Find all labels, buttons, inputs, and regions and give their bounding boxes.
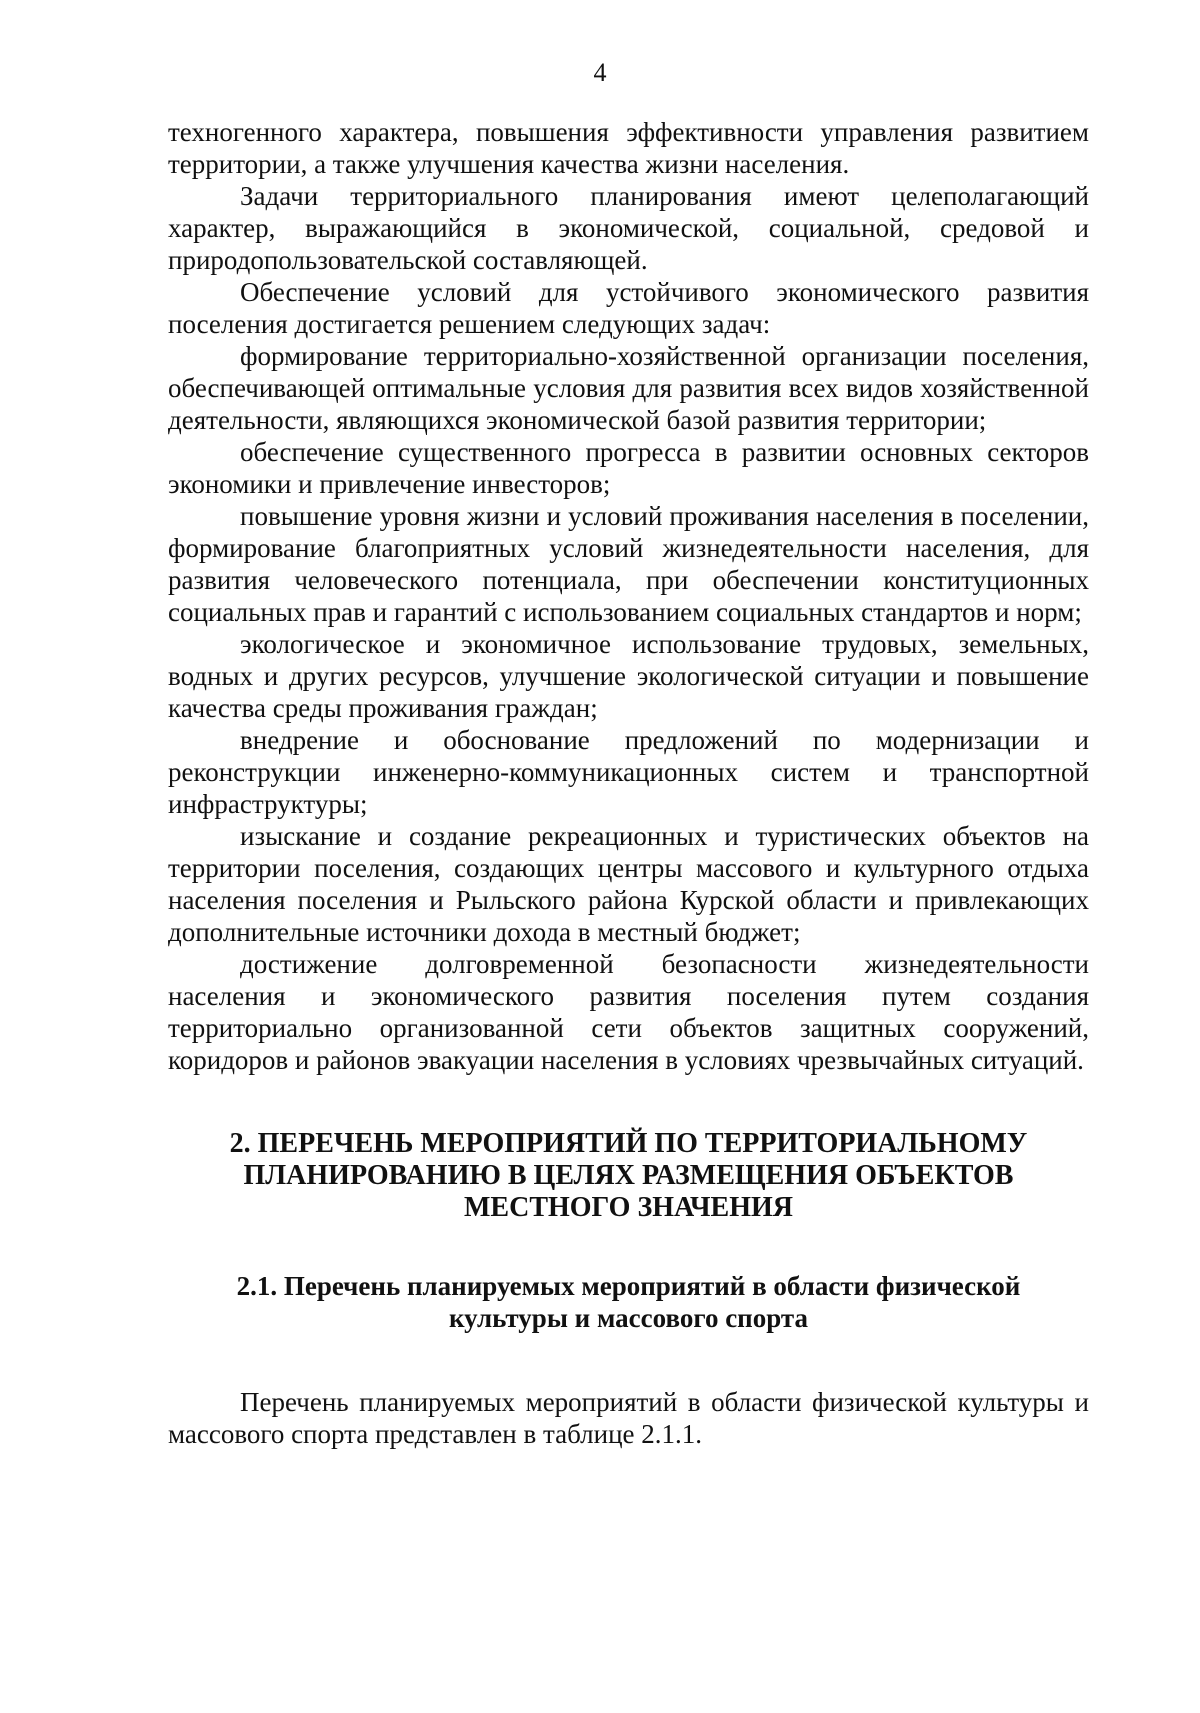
section-heading [168, 1128, 1089, 1224]
section-heading-line-1: 2. ПЕРЕЧЕНЬ МЕРОПРИЯТИЙ ПО ТЕРРИТОРИАЛЬНОМУ [229, 1128, 1028, 1159]
list-item-1: формирование территориально-хозяйственной организации поселения, обеспечивающей оптимальные условия для развития всех видов хозяйственной деятельности, являющихся экономической базой развития территории; [168, 341, 1089, 435]
document-body [168, 116, 1089, 1450]
paragraph-2: Обеспечение условий для устойчивого экономического развития поселения достигается решением следующих задач: [168, 277, 1089, 339]
subsection-heading [168, 1270, 1089, 1334]
section-heading-line-3: МЕСТНОГО ЗНАЧЕНИЯ [464, 1192, 793, 1223]
list-item-3: повышение уровня жизни и условий проживания населения в поселении, формирование благоприятных условий жизнедеятельности населения, для развития человеческого потенциала, при обеспечении конституционных социальных прав и гарантий с использованием социальных стандартов и норм; [168, 501, 1089, 627]
list-item-4: экологическое и экономичное использование трудовых, земельных, водных и других ресурсов, улучшение экологической ситуации и повышение качества среды проживания граждан; [168, 629, 1089, 723]
page-number: 4 [593, 58, 607, 87]
list-item-7: достижение долговременной безопасности жизнедеятельности населения и экономического развития поселения путем создания территориально организованной сети объектов защитных сооружений, коридоров и районов эвакуации населения в условиях чрезвычайных ситуаций. [168, 949, 1089, 1075]
subsection-heading-line-1: 2.1. Перечень планируемых мероприятий в области физической [236, 1271, 1021, 1301]
section-heading-line-2: ПЛАНИРОВАНИЮ В ЦЕЛЯХ РАЗМЕЩЕНИЯ ОБЪЕКТОВ [243, 1160, 1014, 1191]
paragraph-0: техногенного характера, повышения эффективности управления развитием территории, а также улучшения качества жизни населения. [168, 117, 1089, 179]
final-paragraph: Перечень планируемых мероприятий в области физической культуры и массового спорта представлен в таблице 2.1.1. [168, 1387, 1089, 1449]
subsection-heading-line-2: культуры и массового спорта [449, 1303, 808, 1333]
list-item-6: изыскание и создание рекреационных и туристических объектов на территории поселения, создающих центры массового и культурного отдыха населения поселения и Рыльского района Курской области и привлекающих дополнительные источники дохода в местный бюджет; [168, 821, 1089, 947]
list-item-2: обеспечение существенного прогресса в развитии основных секторов экономики и привлечение инвесторов; [168, 437, 1089, 499]
list-item-5: внедрение и обоснование предложений по модернизации и реконструкции инженерно-коммуникационных систем и транспортной инфраструктуры; [168, 725, 1089, 819]
paragraph-1: Задачи территориального планирования имеют целеполагающий характер, выражающийся в экономической, социальной, средовой и природопользовательской составляющей. [168, 181, 1089, 275]
